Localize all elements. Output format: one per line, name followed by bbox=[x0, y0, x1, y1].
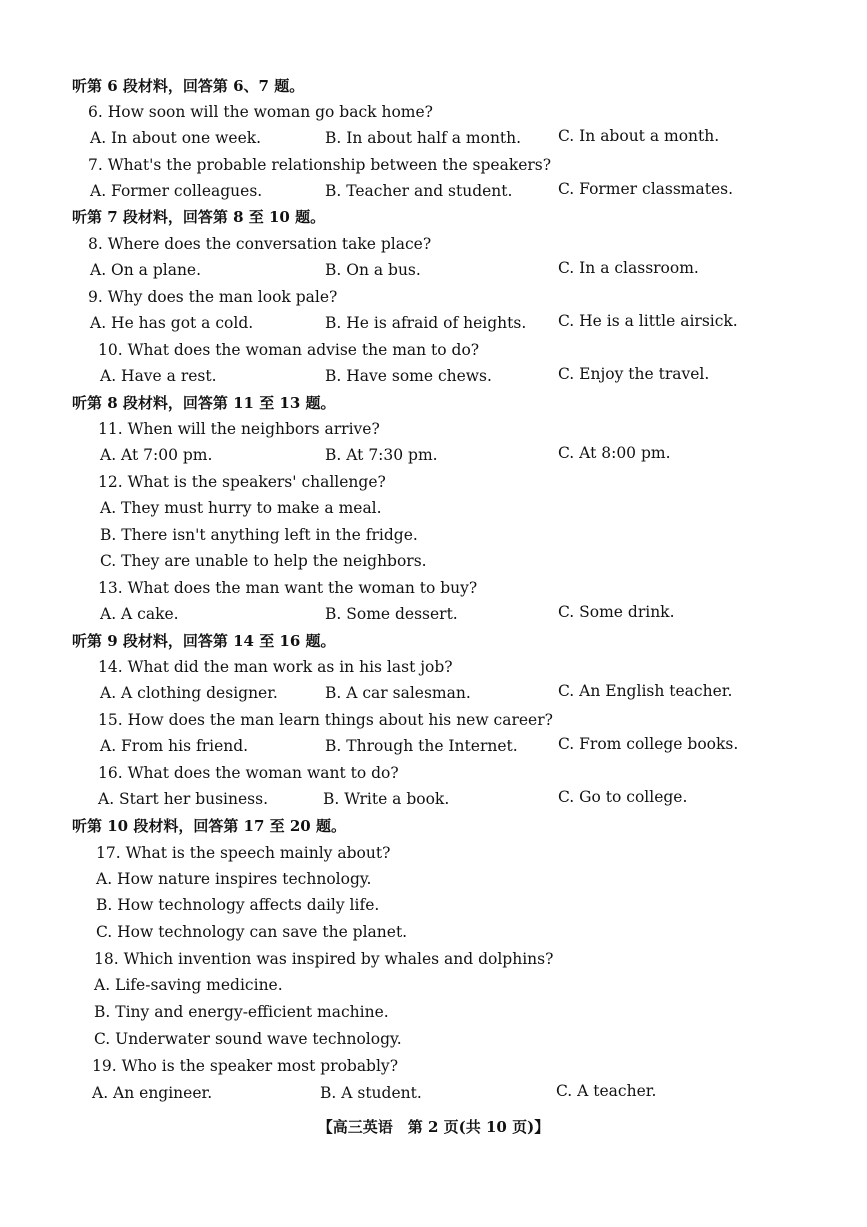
option-a: A. On a plane. bbox=[90, 261, 202, 279]
option-b: B. At 7:30 pm. bbox=[325, 446, 438, 464]
option-c: C. An English teacher. bbox=[558, 682, 733, 700]
option-b: B. A car salesman. bbox=[325, 684, 471, 702]
question-stem: 19. Who is the speaker most probably? bbox=[92, 1057, 399, 1075]
option-a: A. An engineer. bbox=[92, 1084, 213, 1102]
option-c: C. Go to college. bbox=[558, 788, 688, 806]
option-a: A. At 7:00 pm. bbox=[100, 446, 213, 464]
option-a: A. Life-saving medicine. bbox=[94, 976, 283, 994]
question-stem: 13. What does the man want the woman to buy? bbox=[98, 579, 478, 597]
question-stem: 16. What does the woman want to do? bbox=[98, 764, 399, 782]
option-c: C. Some drink. bbox=[558, 603, 675, 621]
option-b: B. A student. bbox=[320, 1084, 422, 1102]
option-c: C. A teacher. bbox=[556, 1082, 657, 1100]
option-c: C. In a classroom. bbox=[558, 259, 699, 277]
option-c: C. They are unable to help the neighbors. bbox=[100, 552, 427, 570]
option-c: C. Underwater sound wave technology. bbox=[94, 1030, 402, 1048]
option-c: C. In about a month. bbox=[558, 127, 720, 145]
option-b: B. Have some chews. bbox=[325, 367, 492, 385]
section-heading: 听第 7 段材料，回答第 8 至 10 题。 bbox=[72, 208, 326, 226]
option-b: B. Some dessert. bbox=[325, 605, 458, 623]
option-b: B. Write a book. bbox=[323, 790, 450, 808]
option-c: C. Former classmates. bbox=[558, 180, 734, 198]
option-b: B. There isn't anything left in the fridge. bbox=[100, 526, 418, 544]
option-c: C. At 8:00 pm. bbox=[558, 444, 671, 462]
option-c: C. Enjoy the travel. bbox=[558, 365, 710, 383]
option-b: B. Teacher and student. bbox=[325, 182, 513, 200]
question-stem: 10. What does the woman advise the man to do? bbox=[98, 341, 480, 359]
question-stem: 7. What's the probable relationship between the speakers? bbox=[88, 156, 552, 174]
option-a: A. Former colleagues. bbox=[90, 182, 263, 200]
option-b: B. Through the Internet. bbox=[325, 737, 518, 755]
question-stem: 11. When will the neighbors arrive? bbox=[98, 420, 380, 438]
question-stem: 9. Why does the man look pale? bbox=[88, 288, 338, 306]
section-heading: 听第 9 段材料，回答第 14 至 16 题。 bbox=[72, 632, 336, 650]
option-a: A. From his friend. bbox=[100, 737, 249, 755]
option-a: A. Start her business. bbox=[98, 790, 269, 808]
option-b: B. Tiny and energy-efficient machine. bbox=[94, 1003, 389, 1021]
section-heading: 听第 6 段材料，回答第 6、7 题。 bbox=[72, 77, 305, 95]
question-stem: 17. What is the speech mainly about? bbox=[96, 844, 391, 862]
option-c: C. He is a little airsick. bbox=[558, 312, 738, 330]
option-b: B. On a bus. bbox=[325, 261, 421, 279]
option-b: B. How technology affects daily life. bbox=[96, 896, 380, 914]
option-a: A. A clothing designer. bbox=[100, 684, 278, 702]
option-b: B. He is afraid of heights. bbox=[325, 314, 527, 332]
question-stem: 14. What did the man work as in his last job? bbox=[98, 658, 453, 676]
option-a: A. They must hurry to make a meal. bbox=[100, 499, 382, 517]
question-stem: 12. What is the speakers' challenge? bbox=[98, 473, 386, 491]
option-a: A. Have a rest. bbox=[100, 367, 217, 385]
page-footer: 【高三英语 第 2 页(共 10 页)】 bbox=[317, 1118, 550, 1136]
option-a: A. In about one week. bbox=[90, 129, 262, 147]
option-a: A. A cake. bbox=[100, 605, 179, 623]
question-stem: 18. Which invention was inspired by whales and dolphins? bbox=[94, 950, 554, 968]
option-c: C. How technology can save the planet. bbox=[96, 923, 408, 941]
question-stem: 15. How does the man learn things about his new career? bbox=[98, 711, 553, 729]
option-a: A. How nature inspires technology. bbox=[96, 870, 372, 888]
option-b: B. In about half a month. bbox=[325, 129, 522, 147]
section-heading: 听第 10 段材料，回答第 17 至 20 题。 bbox=[72, 817, 346, 835]
question-stem: 6. How soon will the woman go back home? bbox=[88, 103, 433, 121]
option-c: C. From college books. bbox=[558, 735, 739, 753]
section-heading: 听第 8 段材料，回答第 11 至 13 题。 bbox=[72, 394, 336, 412]
question-stem: 8. Where does the conversation take place? bbox=[88, 235, 432, 253]
option-a: A. He has got a cold. bbox=[90, 314, 254, 332]
